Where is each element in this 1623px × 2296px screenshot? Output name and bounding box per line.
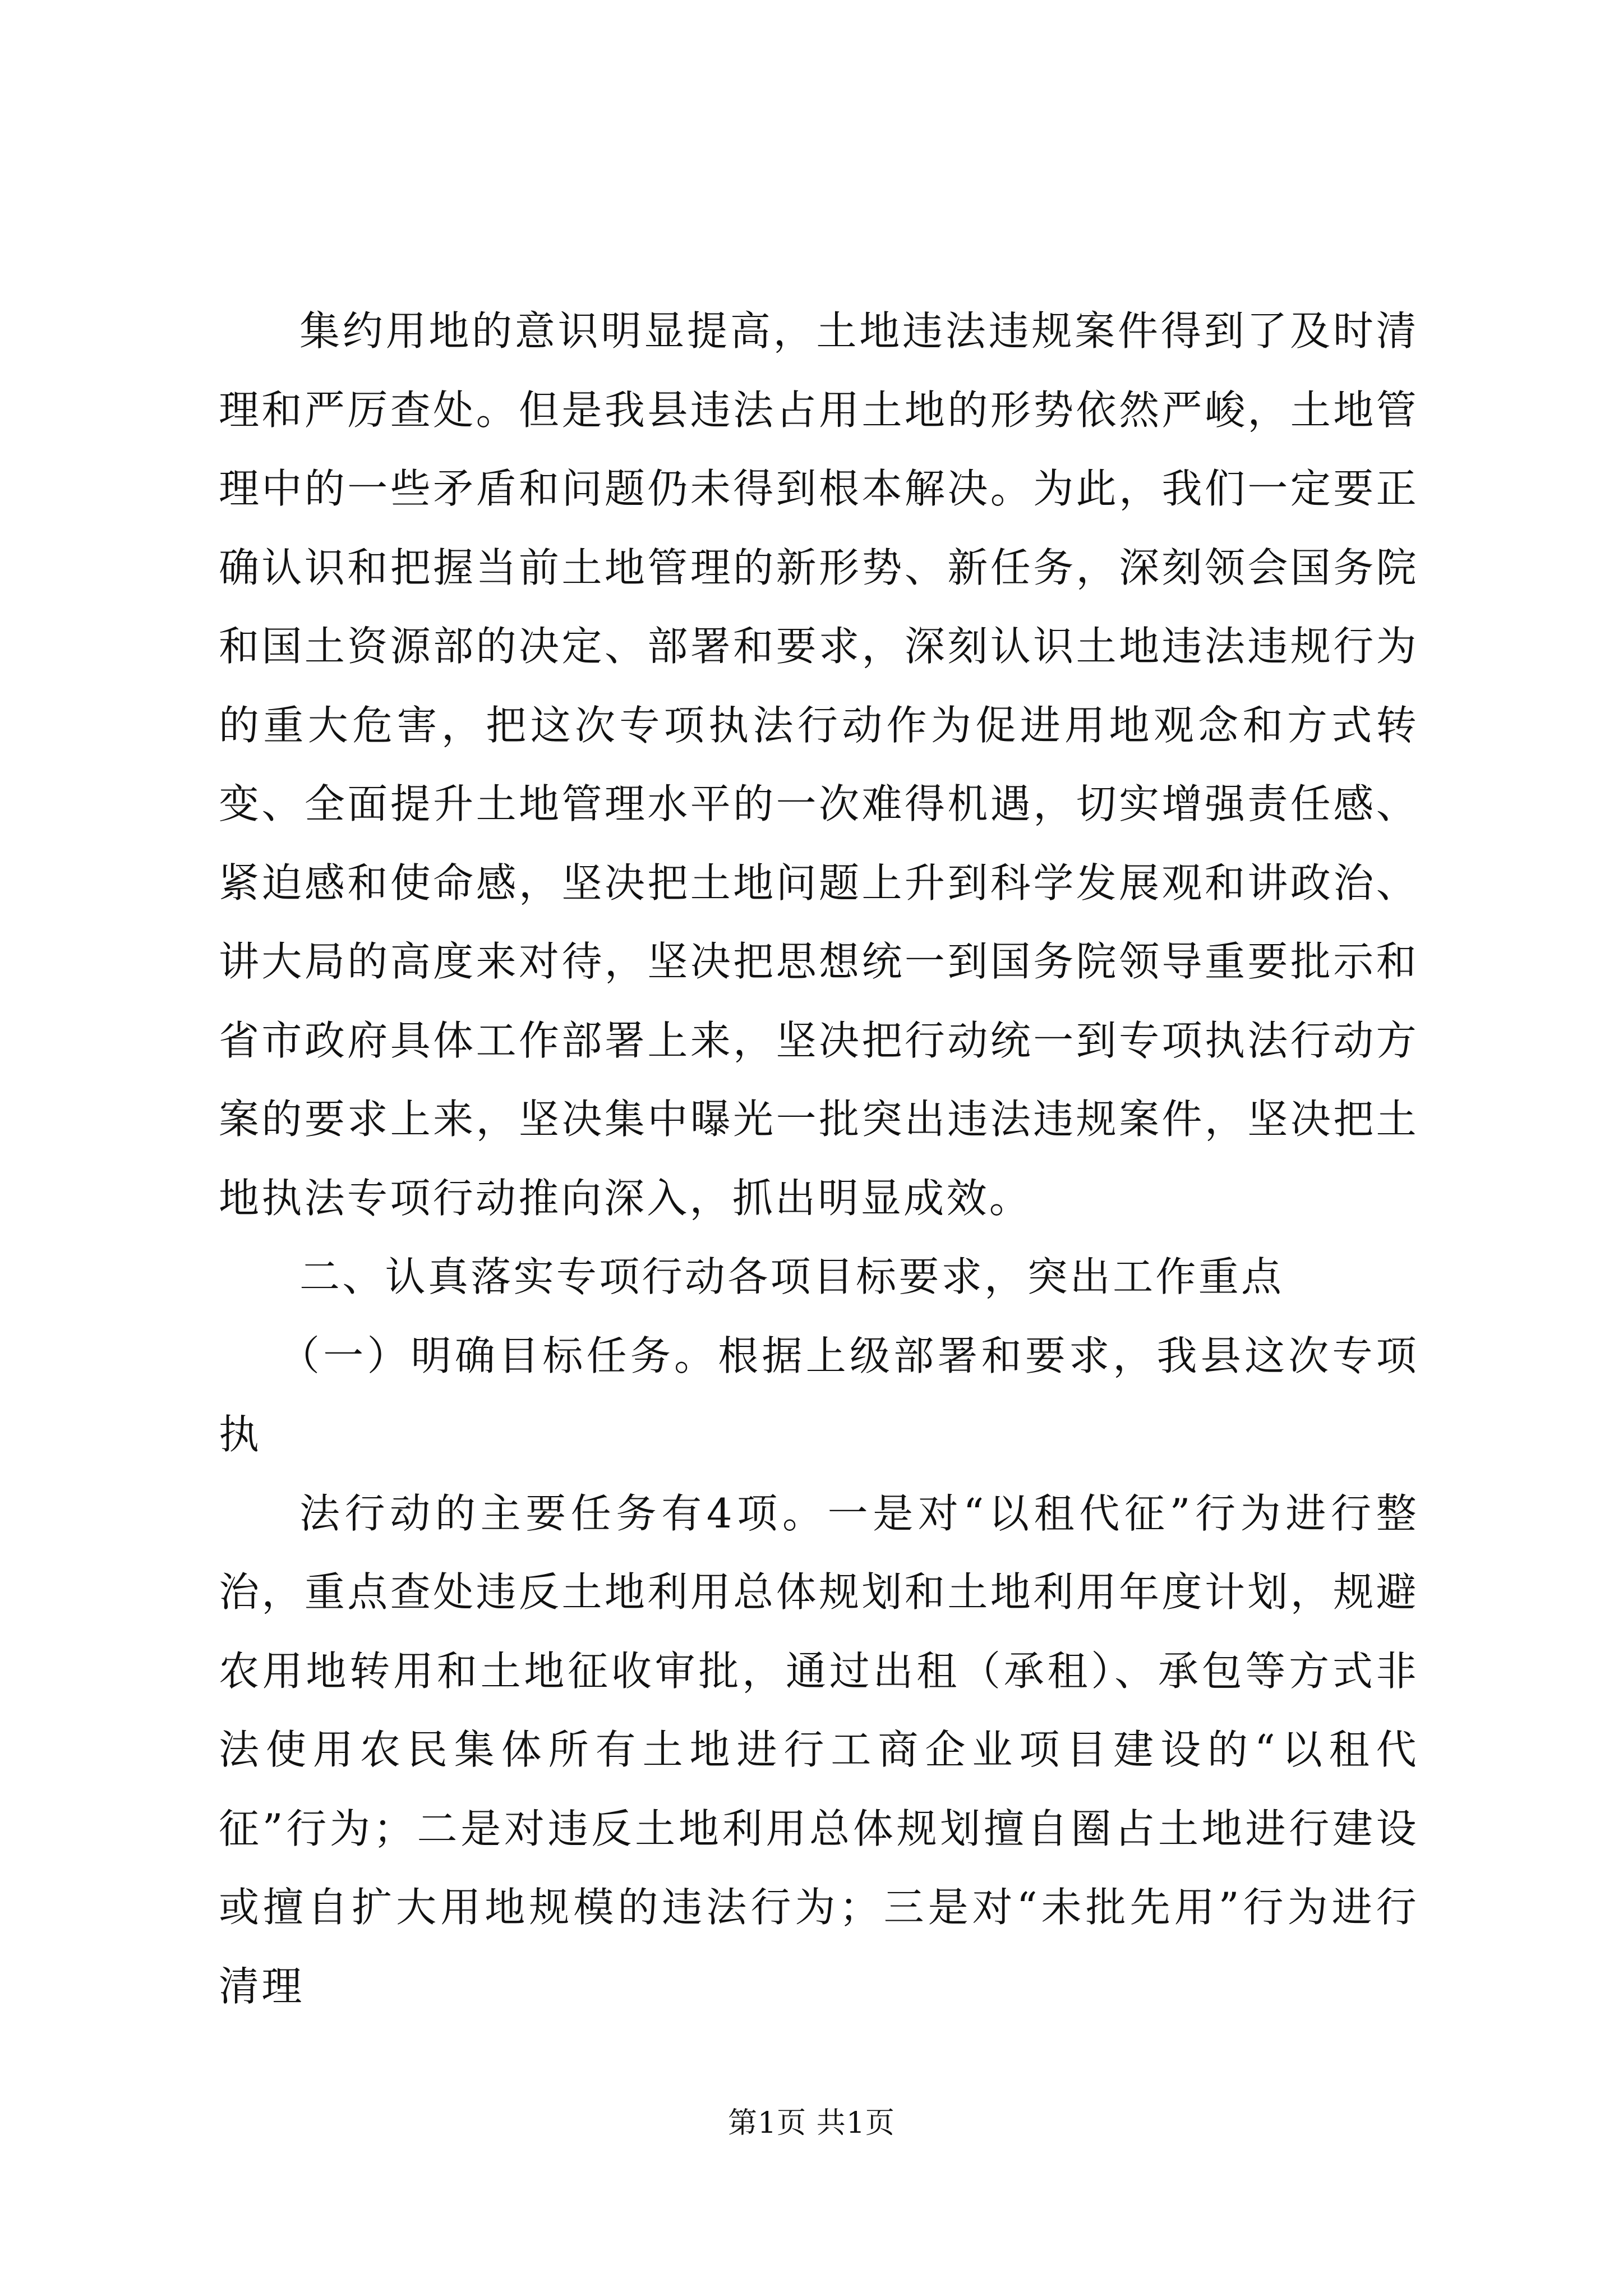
paragraph-four-tasks: 法行动的主要任务有4项。一是对“以租代征”行为进行整治，重点查处违反土地利用总体规划和土地利用年度计划，规避农用地转用和土地征收审批，通过出租（承租）、承包等方式非法使用农民集体所有土地进行工商企业项目建设的“以租代征”行为；二是对违反土地利用总体规划擅自圈占土地进行建设或擅自扩大用地规模的违法行为；三是对“未批先用”行为进行清理 [219, 1489, 1419, 2010]
paragraph-target-tasks: （一）明确目标任务。根据上级部署和要求，我县这次专项执 [219, 1332, 1419, 1458]
section-heading-2: 二、认真落实专项行动各项目标要求，突出工作重点 [299, 1253, 1284, 1300]
paragraph-land-situation: 集约用地的意识明显提高，土地违法违规案件得到了及时清理和严厉查处。但是我县违法占用土地的形势依然严峻，土地管理中的一些矛盾和问题仍未得到根本解决。为此，我们一定要正确认识和把握当前土地管理的新形势、新任务，深刻领会国务院和国土资源部的决定、部署和要求，深刻认识土地违法违规行为的重大危害，把这次专项执法行动作为促进用地观念和方式转变、全面提升土地管理水平的一次难得机遇，切实增强责任感、紧迫感和使命感，坚决把土地问题上升到科学发展观和讲政治、讲大局的高度来对待，坚决把思想统一到国务院领导重要批示和省市政府具体工作部署上来，坚决把行动统一到专项执法行动方案的要求上来，坚决集中曝光一批突出违法违规案件，坚决把土地执法专项行动推向深入，抓出明显成效。 [219, 307, 1419, 1222]
page-number-footer: 第1页 共1页 [728, 2106, 895, 2140]
document-body [219, 292, 1419, 2026]
